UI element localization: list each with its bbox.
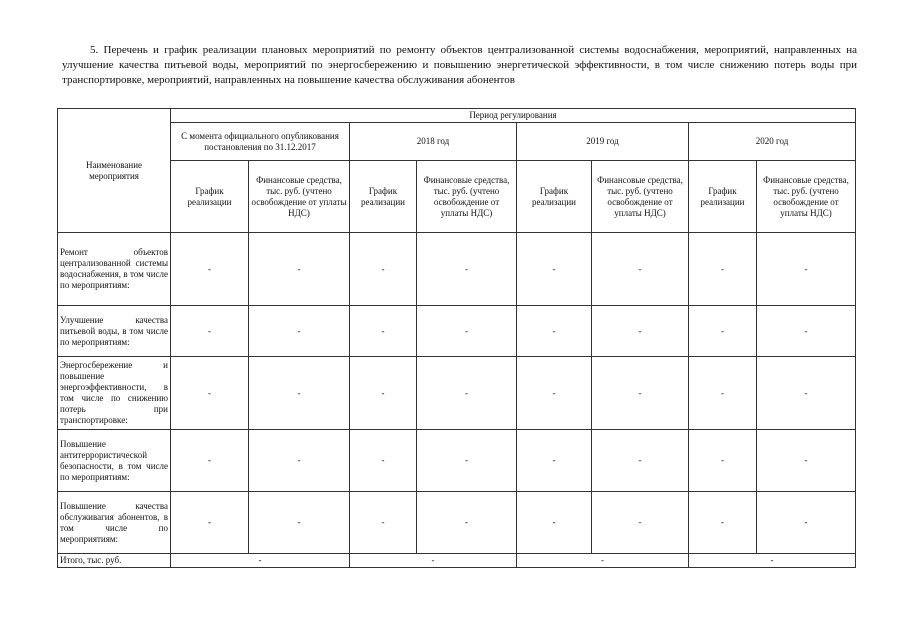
- total-cell: -: [171, 554, 350, 568]
- table-cell: -: [350, 306, 417, 357]
- table-row: [58, 233, 856, 306]
- table-row: [58, 357, 856, 430]
- table-cell: -: [757, 306, 856, 357]
- table-cell: -: [517, 430, 592, 492]
- table-cell: -: [171, 357, 249, 430]
- table-cell: -: [689, 357, 757, 430]
- row-name: Ремонт объектов централизованной системы водоснабжения, в том числе по мероприятиям:: [58, 233, 171, 306]
- table-cell: -: [249, 492, 350, 554]
- schedule-header: График реализации: [689, 161, 757, 233]
- table-cell: -: [417, 306, 517, 357]
- table-cell: -: [517, 306, 592, 357]
- total-cell: -: [517, 554, 689, 568]
- period-header: Период регулирования: [171, 109, 856, 123]
- row-name: Улучшение качества питьевой воды, в том числе по мероприятиям:: [58, 306, 171, 357]
- name-column-header: Наименование мероприятия: [58, 109, 171, 233]
- period-header-2018: 2018 год: [350, 123, 517, 161]
- total-cell: -: [689, 554, 856, 568]
- table-row: [58, 306, 856, 357]
- table-cell: -: [171, 430, 249, 492]
- table-cell: -: [171, 306, 249, 357]
- row-name: Повышение антитеррористической безопасности, в том числе по мероприятиям:: [58, 430, 171, 492]
- table-cell: -: [757, 430, 856, 492]
- row-name: Энергосбережение и повышение энергоэффективности, в том числе по снижению потерь при транспортировке:: [58, 357, 171, 430]
- table-cell: -: [689, 233, 757, 306]
- table-cell: -: [592, 233, 689, 306]
- table-cell: -: [592, 430, 689, 492]
- section-heading: 5. Перечень и график реализации плановых мероприятий по ремонту объектов централизованной системы водоснабжения, мероприятий, направленных на улучшение качества питьевой воды, мероприятий по энергосбережению и повышению энергетической эффективности, в том числе снижению потерь воды при транспортировке, мероприятий, направленных на повышение качества обслуживания абонентов: [62, 44, 857, 86]
- table-cell: -: [689, 306, 757, 357]
- schedule-header: График реализации: [517, 161, 592, 233]
- row-name: Повышение качества обслуживагия абонентов, в том числе по мероприятиям:: [58, 492, 171, 554]
- table-cell: -: [757, 357, 856, 430]
- table-cell: -: [517, 492, 592, 554]
- plan-table: [57, 108, 856, 568]
- total-cell: -: [350, 554, 517, 568]
- table-cell: -: [517, 233, 592, 306]
- table-cell: -: [249, 357, 350, 430]
- table-cell: -: [592, 306, 689, 357]
- table-cell: -: [171, 492, 249, 554]
- table-cell: -: [517, 357, 592, 430]
- table-cell: -: [171, 233, 249, 306]
- table-cell: -: [350, 357, 417, 430]
- table-cell: -: [757, 492, 856, 554]
- finance-header: Финансовые средства, тыс. руб. (учтено освобождение от уплаты НДС): [592, 161, 689, 233]
- table-cell: -: [350, 492, 417, 554]
- table-cell: -: [249, 233, 350, 306]
- schedule-header: График реализации: [171, 161, 249, 233]
- table-cell: -: [350, 233, 417, 306]
- total-row: [58, 554, 856, 568]
- table-cell: -: [757, 233, 856, 306]
- table-cell: -: [249, 306, 350, 357]
- period-header-2019: 2019 год: [517, 123, 689, 161]
- table-row: [58, 492, 856, 554]
- table-cell: -: [249, 430, 350, 492]
- period-header-2020: 2020 год: [689, 123, 856, 161]
- table-cell: -: [417, 357, 517, 430]
- table-cell: -: [689, 492, 757, 554]
- finance-header: Финансовые средства, тыс. руб. (учтено освобождение от уплаты НДС): [249, 161, 350, 233]
- total-label: Итого, тыс. руб.: [58, 554, 171, 568]
- table-cell: -: [592, 357, 689, 430]
- table-cell: -: [689, 430, 757, 492]
- table-cell: -: [417, 492, 517, 554]
- schedule-header: График реализации: [350, 161, 417, 233]
- period-header-2017: С момента официального опубликования постановления по 31.12.2017: [171, 123, 350, 161]
- table-cell: -: [592, 492, 689, 554]
- table-cell: -: [417, 430, 517, 492]
- finance-header: Финансовые средства, тыс. руб. (учтено освобождение от уплаты НДС): [757, 161, 856, 233]
- table-row: [58, 430, 856, 492]
- table-cell: -: [417, 233, 517, 306]
- table-cell: -: [350, 430, 417, 492]
- finance-header: Финансовые средства, тыс. руб. (учтено освобождение от уплаты НДС): [417, 161, 517, 233]
